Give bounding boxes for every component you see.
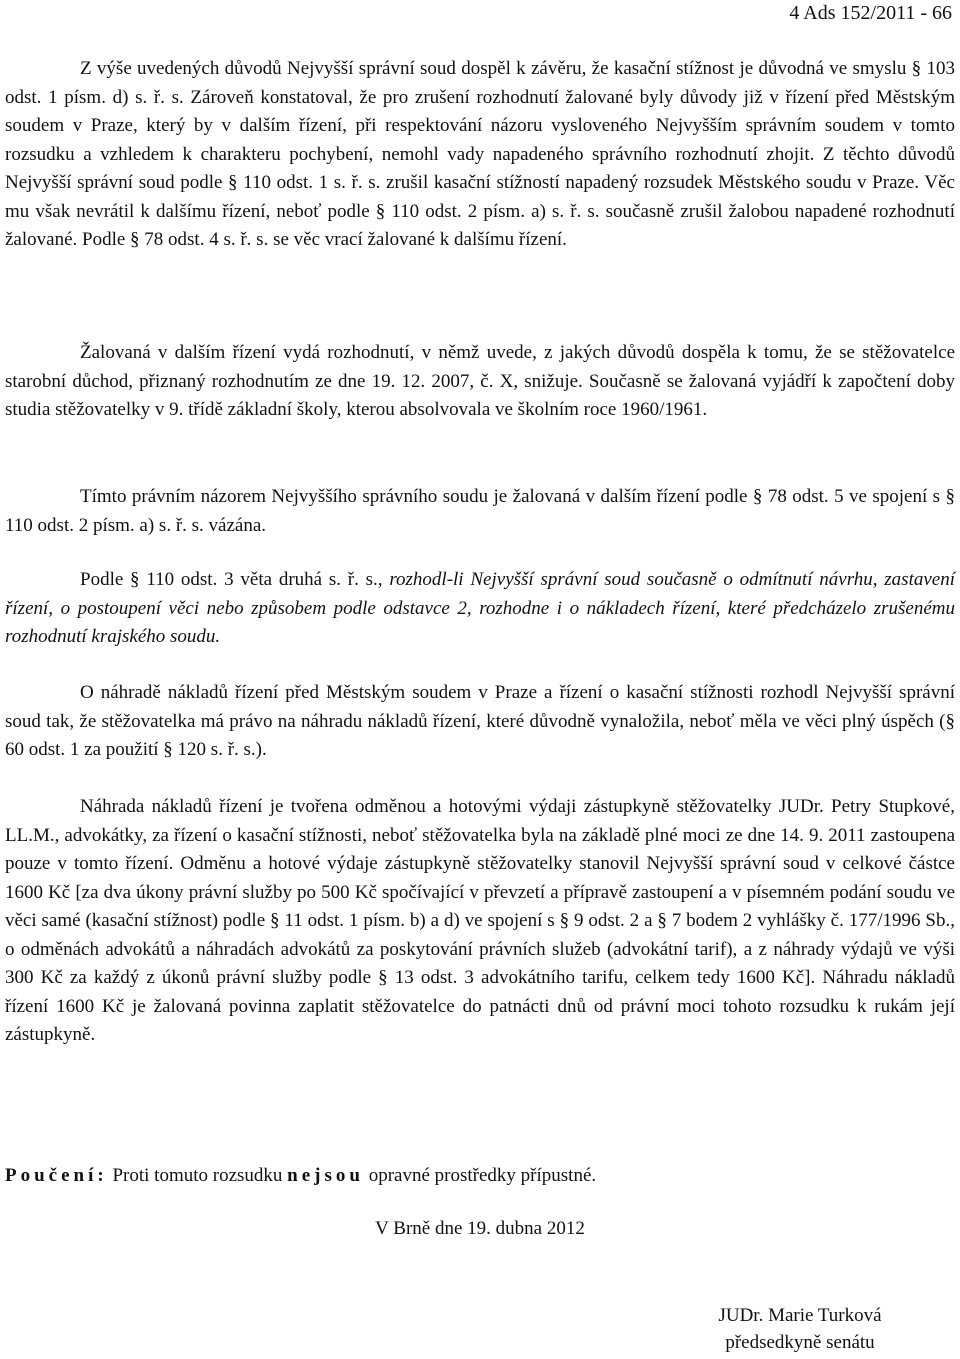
pouceni-nejsou: nejsou — [287, 1165, 364, 1186]
pouceni-text-1: Proti tomuto rozsudku — [112, 1165, 283, 1186]
signature-block — [680, 1302, 920, 1356]
judge-name: JUDr. Marie Turková — [718, 1305, 882, 1326]
place-and-date: V Brně dne 19. dubna 2012 — [375, 1218, 585, 1239]
judge-role: předsedkyně senátu — [725, 1332, 875, 1353]
paragraph-binding-opinion: Tímto právním názorem Nejvyššího správního soudu je žalovaná v dalším řízení podle § 78 odst. 5 ve spojení s § 110 odst. 2 písm. a) s. ř. s. vázána. — [5, 486, 955, 536]
paragraph-instructions: Žalovaná v dalším řízení vydá rozhodnutí, v němž uvede, z jakých důvodů dospěla k tomu, že se stěžovatelce starobní důchod, přiznaný rozhodnutím ze dne 19. 12. 2007, č. X, snižuje. Současně se žalovaná vyjádří k započtení doby studia stěžovatelky v 9. třídě základní školy, kterou absolvovala ve školním roce 1960/1961. — [5, 342, 955, 420]
pouceni-label: Poučení: — [5, 1165, 108, 1186]
costs-rule-plain: Podle § 110 odst. 3 věta druhá s. ř. s., — [80, 569, 383, 590]
case-reference-header: 4 Ads 152/2011 - 66 — [789, 2, 952, 24]
paragraph-conclusion: Z výše uvedených důvodů Nejvyšší správní soud dospěl k závěru, že kasační stížnost je důvodná ve smyslu § 103 odst. 1 písm. d) s. ř. s. Zároveň konstatoval, že pro zrušení rozhodnutí žalované byly důvody již v řízení před Městským soudem v Praze, který by v dalším řízení, při respektování názoru vysloveného Nejvyšším správním soudem v tomto rozsudku a vzhledem k charakteru pochybení, nemohl vady napadeného správního rozhodnutí zhojit. Z těchto důvodů Nejvyšší správní soud podle § 110 odst. 1 s. ř. s. zrušil kasační stížností napadený rozsudek Městského soudu v Praze. Věc mu však nevrátil k dalšímu řízení, neboť podle § 110 odst. 2 písm. a) s. ř. s. současně zrušil žalobou napadené rozhodnutí žalované. Podle § 78 odst. 4 s. ř. s. se věc vrací žalované k dalšímu řízení. — [5, 58, 955, 250]
paragraph-costs-decision: O náhradě nákladů řízení před Městským soudem v Praze a řízení o kasační stížnosti rozhodl Nejvyšší správní soud tak, že stěžovatelka má právo na náhradu nákladů řízení, které důvodně vynaložila, neboť měla ve věci plný úspěch (§ 60 odst. 1 za použití § 120 s. ř. s.). — [5, 682, 955, 760]
paragraph-costs-rule — [5, 566, 955, 652]
pouceni-text-2: opravné prostředky přípustné. — [368, 1165, 597, 1186]
paragraph-costs-calculation: Náhrada nákladů řízení je tvořena odměnou a hotovými výdaji zástupkyně stěžovatelky JUDr. Petry Stupkové, LL.M., advokátky, za řízení o kasační stížnosti, neboť stěžovatelka byla na základě plné moci ze dne 14. 9. 2011 zastoupena pouze v tomto řízení. Odměnu a hotové výdaje zástupkyně stěžovatelky stanovil Nejvyšší správní soud v celkové částce 1600 Kč [za dva úkony právní služby po 500 Kč spočívající v převzetí a přípravě zastoupení a v písemném podání soudu ve věci samé (kasační stížnost) podle § 11 odst. 1 písm. b) a d) ve spojení s § 9 odst. 2 a § 7 bodem 2 vyhlášky č. 177/1996 Sb., o odměnách advokátů a náhradách advokátů za poskytování právních služeb (advokátní tarif), a z náhrady výdajů ve výši 300 Kč za každý z úkonů právní služby podle § 13 odst. 3 advokátního tarifu, celkem tedy 1600 Kč]. Náhradu nákladů řízení 1600 Kč je žalovaná povinna zaplatit stěžovatelce do patnácti dnů od právní moci tohoto rozsudku k rukám její zástupkyně. — [5, 796, 955, 1045]
instruction-on-remedies — [5, 1162, 596, 1190]
costs-rule-quote: rozhodl-li Nejvyšší správní soud současně o odmítnutí návrhu, zastavení řízení, o postoupení věci nebo způsobem podle odstavce 2, rozhodne i o nákladech řízení, které předcházelo zrušenému rozhodnutí krajského soudu. — [5, 569, 955, 647]
